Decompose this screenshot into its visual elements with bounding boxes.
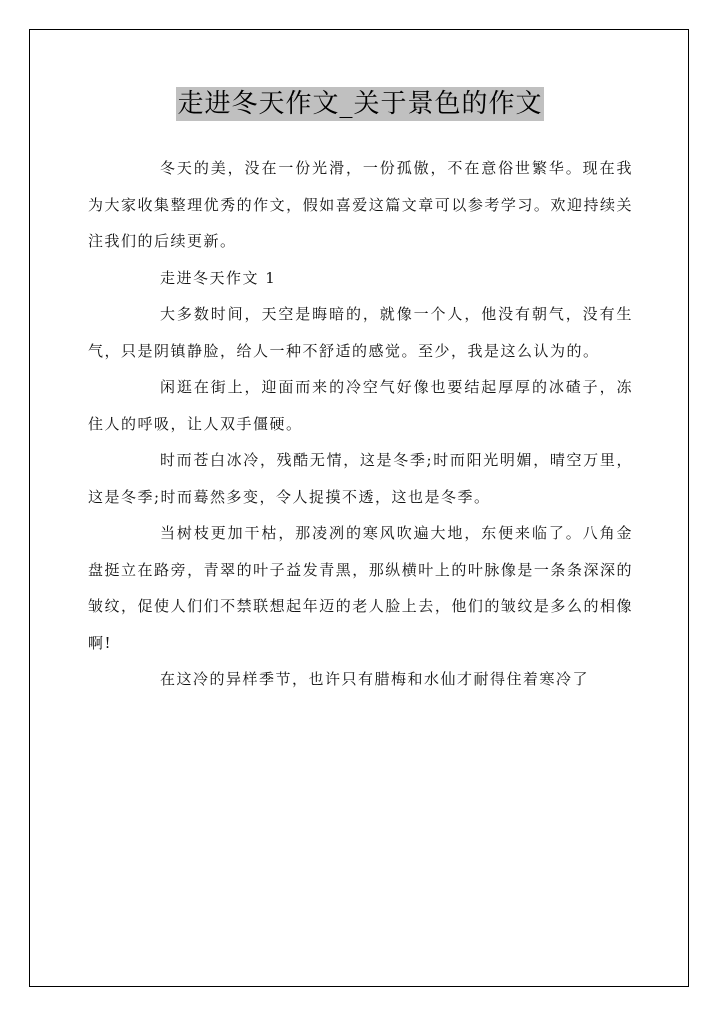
document-title: 走进冬天作文_关于景色的作文: [177, 89, 543, 119]
body-paragraph: 当树枝更加干枯，那凌冽的寒风吹遍大地，东便来临了。八角金盘挺立在路旁，青翠的叶子益发青黑，那纵横叶上的叶脉像是一条条深深的皱纹，促使人们们不禁联想起年迈的老人脸上去，他们的皱纹是多么的相像啊!: [88, 524, 633, 652]
document-body: [88, 150, 633, 698]
section-heading: 走进冬天作文 1: [160, 268, 277, 287]
title-container: [0, 87, 720, 121]
body-paragraph: 在这冷的异样季节，也许只有腊梅和水仙才耐得住着寒冷了: [160, 670, 590, 688]
body-paragraph: 时而苍白冰冷，残酷无情，这是冬季;时而阳光明媚，晴空万里，这是冬季;时而蓦然多变，令人捉摸不透，这也是冬季。: [88, 451, 633, 506]
body-paragraph: 大多数时间，天空是晦暗的，就像一个人，他没有朝气，没有生气，只是阴镇静脸，给人一种不舒适的感觉。至少，我是这么认为的。: [88, 305, 633, 360]
body-paragraph: 闲逛在街上，迎面而来的冷空气好像也要结起厚厚的冰碴子，冻住人的呼吸，让人双手僵硬。: [88, 378, 633, 433]
intro-paragraph: 冬天的美，没在一份光滑，一份孤傲，不在意俗世繁华。现在我为大家收集整理优秀的作文，假如喜爱这篇文章可以参考学习。欢迎持续关注我们的后续更新。: [88, 159, 633, 250]
